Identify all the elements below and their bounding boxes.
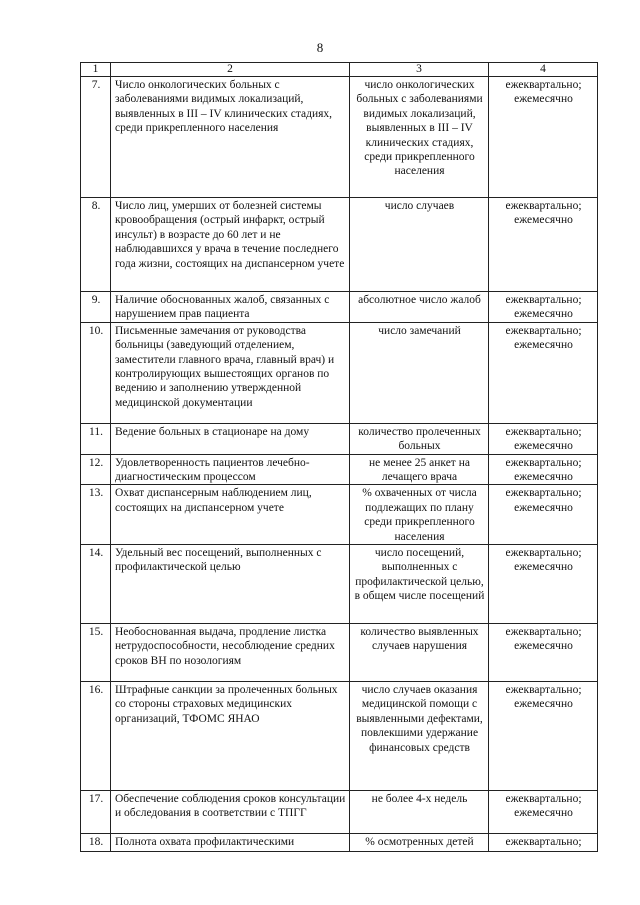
- table-row: [81, 624, 598, 682]
- period-cell: ежеквартально; ежемесячно: [489, 423, 598, 454]
- period-cell: ежеквартально; ежемесячно: [489, 682, 598, 791]
- table-row: [81, 77, 598, 198]
- indicator-cell: Охват диспансерным наблюдением лиц, состоящих на диспансерном учете: [111, 485, 350, 545]
- page-number: 8: [316, 40, 324, 55]
- period-cell: ежеквартально; ежемесячно: [489, 198, 598, 292]
- unit-cell: число случаев оказания медицинской помощи с выявленными дефектами, повлекшими удержание финансовых средств: [350, 682, 489, 791]
- row-number: 13.: [81, 485, 111, 545]
- unit-cell: не более 4-х недель: [350, 791, 489, 834]
- table-row: [81, 198, 598, 292]
- table-row: [81, 485, 598, 545]
- header-col-1: 1: [81, 63, 111, 77]
- row-number: 8.: [81, 198, 111, 292]
- unit-cell: абсолютное число жалоб: [350, 292, 489, 323]
- period-cell: ежеквартально; ежемесячно: [489, 624, 598, 682]
- unit-cell: число случаев: [350, 198, 489, 292]
- indicator-cell: Штрафные санкции за пролеченных больных со стороны страховых медицинских организаций, ТФОМС ЯНАО: [111, 682, 350, 791]
- indicator-cell: Удовлетворенность пациентов лечебно-диагностическим процессом: [111, 454, 350, 485]
- header-col-4: 4: [489, 63, 598, 77]
- period-cell: ежеквартально; ежемесячно: [489, 485, 598, 545]
- table-row: [81, 292, 598, 323]
- period-cell: ежеквартально; ежемесячно: [489, 77, 598, 198]
- table-header-row: [81, 63, 598, 77]
- row-number: 15.: [81, 624, 111, 682]
- period-cell: ежеквартально; ежемесячно: [489, 791, 598, 834]
- unit-cell: количество пролеченных больных: [350, 423, 489, 454]
- row-number: 9.: [81, 292, 111, 323]
- period-cell: ежеквартально; ежемесячно: [489, 292, 598, 323]
- indicator-cell: Необоснованная выдача, продление листка нетрудоспособности, несоблюдение средних сроков ВН по нозологиям: [111, 624, 350, 682]
- row-number: 10.: [81, 322, 111, 423]
- indicator-cell: Наличие обоснованных жалоб, связанных с нарушением прав пациента: [111, 292, 350, 323]
- table-row: [81, 322, 598, 423]
- row-number: 18.: [81, 834, 111, 852]
- unit-cell: количество выявленных случаев нарушения: [350, 624, 489, 682]
- row-number: 16.: [81, 682, 111, 791]
- table-row: [81, 834, 598, 852]
- indicator-cell: Удельный вес посещений, выполненных с профилактической целью: [111, 545, 350, 624]
- unit-cell: число посещений, выполненных с профилактической целью, в общем числе посещений: [350, 545, 489, 624]
- indicator-cell: Полнота охвата профилактическими: [111, 834, 350, 852]
- row-number: 11.: [81, 423, 111, 454]
- table-row: [81, 682, 598, 791]
- row-number: 17.: [81, 791, 111, 834]
- table-row: [81, 791, 598, 834]
- indicators-table: [80, 62, 598, 852]
- unit-cell: % осмотренных детей: [350, 834, 489, 852]
- period-cell: ежеквартально; ежемесячно: [489, 322, 598, 423]
- table-row: [81, 545, 598, 624]
- table-row: [81, 454, 598, 485]
- header-col-2: 2: [111, 63, 350, 77]
- row-number: 14.: [81, 545, 111, 624]
- indicator-cell: Число лиц, умерших от болезней системы кровообращения (острый инфаркт, острый инсульт) в возрасте до 60 лет и не наблюдавшихся у врача в течение последнего года жизни, состоящих на диспансерном учете: [111, 198, 350, 292]
- indicator-cell: Обеспечение соблюдения сроков консультации и обследования в соответствии с ТПГГ: [111, 791, 350, 834]
- period-cell: ежеквартально; ежемесячно: [489, 454, 598, 485]
- unit-cell: не менее 25 анкет на лечащего врача: [350, 454, 489, 485]
- row-number: 7.: [81, 77, 111, 198]
- unit-cell: число онкологических больных с заболеваниями видимых локализаций, выявленных в III – IV клинических стадиях, среди прикрепленного населения: [350, 77, 489, 198]
- unit-cell: % охваченных от числа подлежащих по плану среди прикрепленного населения: [350, 485, 489, 545]
- indicator-cell: Письменные замечания от руководства больницы (заведующий отделением, заместители главного врача, главный врач) и контролирующих вышестоящих органов по ведению и заполнению утвержденной медицинской документации: [111, 322, 350, 423]
- header-col-3: 3: [350, 63, 489, 77]
- period-cell: ежеквартально;: [489, 834, 598, 852]
- table-row: [81, 423, 598, 454]
- indicator-cell: Число онкологических больных с заболеваниями видимых локализаций, выявленных в III – IV клинических стадиях, среди прикрепленного населения: [111, 77, 350, 198]
- row-number: 12.: [81, 454, 111, 485]
- period-cell: ежеквартально; ежемесячно: [489, 545, 598, 624]
- unit-cell: число замечаний: [350, 322, 489, 423]
- indicator-cell: Ведение больных в стационаре на дому: [111, 423, 350, 454]
